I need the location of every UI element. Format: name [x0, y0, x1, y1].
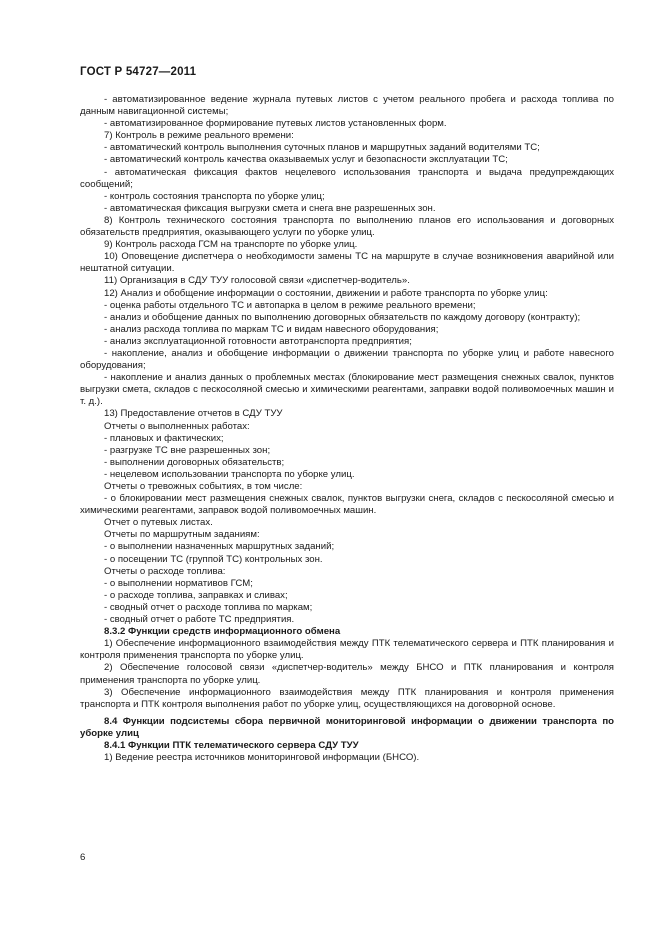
paragraph: - анализ эксплуатационной готовности автотранспорта предприятия; [104, 335, 412, 347]
document-body [80, 94, 614, 764]
paragraph: - нецелевом использовании транспорта по уборке улиц. [104, 468, 355, 480]
paragraph: - сводный отчет о расходе топлива по маркам; [104, 601, 313, 613]
paragraph: - автоматический контроль выполнения суточных планов и маршрутных заданий водителями ТС; [104, 142, 540, 154]
paragraph: - автоматический контроль качества оказываемых услуг и безопасности эксплуатации ТС; [104, 154, 508, 166]
paragraph: 8) Контроль технического состояния транспорта по выполнению планов его использования и договорных обязательств предприятия, оказывающего услуги по уборке улиц. [80, 214, 614, 239]
paragraph: - накопление и анализ данных о проблемных местах (блокирование мест размещения снежных свалок, пунктов выгрузки смета, складов с пескосоляной смесью и химическими реагентами, заправки водой поливомоечных машин и т. д.). [80, 372, 614, 408]
paragraph: - анализ и обобщение данных по выполнению договорных обязательств по каждому договору (контракту); [104, 311, 581, 323]
paragraph: - автоматическая фиксация выгрузки смета и снега вне разрешенных зон. [104, 202, 436, 214]
paragraph: 13) Предоставление отчетов в СДУ ТУУ [104, 408, 283, 420]
section-heading: 8.4.1 Функции ПТК телематического сервера СДУ ТУУ [104, 739, 359, 751]
paragraph: Отчеты о тревожных событиях, в том числе: [104, 481, 303, 492]
paragraph: - выполнении договорных обязательств; [104, 456, 285, 468]
paragraph: 11) Организация в СДУ ТУУ голосовой связи «диспетчер-водитель». [104, 275, 410, 287]
paragraph: 10) Оповещение диспетчера о необходимости замены ТС на маршруте в случае возникновения аварийной или нештатной ситуации. [80, 251, 614, 275]
paragraph: 1) Ведение реестра источников мониторинговой информации (БНСО). [104, 752, 420, 764]
paragraph: 12) Анализ и обобщение информации о состоянии, движении и работе транспорта по уборке улиц: [104, 287, 548, 299]
paragraph: - автоматизированное ведение журнала путевых листов с учетом реального пробега и расхода топлива по данным навигационной системы; [80, 94, 614, 118]
paragraph: - разгрузке ТС вне разрешенных зон; [104, 444, 271, 456]
paragraph: - плановых и фактических; [104, 432, 224, 444]
paragraph: 9) Контроль расхода ГСМ на транспорте по уборке улиц. [104, 239, 358, 251]
paragraph: Отчеты о расходе топлива: [104, 565, 226, 577]
paragraph: Отчеты о выполненных работах: [104, 420, 250, 432]
page-number: 6 [80, 852, 86, 863]
section-heading: 8.4 Функции подсистемы сбора первичной мониторинговой информации о движении транспорта по уборке улиц [80, 715, 614, 739]
paragraph: - автоматическая фиксация фактов нецелевого использования транспорта и выдача предупреждающих сообщений; [80, 166, 614, 190]
paragraph: - автоматизированное формирование путевых листов установленных форм. [104, 118, 447, 130]
paragraph: Отчеты по маршрутным заданиям: [104, 529, 260, 541]
section-heading: 8.3.2 Функции средств информационного обмена [104, 626, 341, 638]
paragraph: - о выполнении назначенных маршрутных заданий; [104, 541, 335, 553]
paragraph: 2) Обеспечение голосовой связи «диспетчер-водитель» между БНСО и ПТК планирования и контроля применения транспорта по уборке улиц. [80, 662, 614, 686]
paragraph: - накопление, анализ и обобщение информации о движении транспорта по уборке улиц и работе навесного оборудования; [80, 347, 614, 372]
document-header: ГОСТ Р 54727—2011 [80, 66, 197, 78]
paragraph: - о расходе топлива, заправках и сливах; [104, 589, 288, 601]
paragraph: 1) Обеспечение информационного взаимодействия между ПТК телематического сервера и ПТК планирования и контроля применения транспорта по уборке улиц. [80, 638, 614, 662]
paragraph: - контроль состояния транспорта по уборке улиц; [104, 190, 325, 202]
paragraph: - оценка работы отдельного ТС и автопарка в целом в режиме реального времени; [104, 299, 476, 311]
paragraph: - анализ расхода топлива по маркам ТС и видам навесного оборудования; [104, 323, 439, 335]
paragraph: - сводный отчет о работе ТС предприятия. [104, 614, 295, 626]
paragraph: - о выполнении нормативов ГСМ; [104, 577, 253, 589]
paragraph: - о блокировании мест размещения снежных свалок, пунктов выгрузки снега, складов с пескосоляной смесью и химическими реагентами, заправок водой поливомоечных машин. [80, 493, 614, 517]
paragraph: - о посещении ТС (группой ТС) контрольных зон. [104, 553, 323, 565]
paragraph: 3) Обеспечение информационного взаимодействия между ПТК планирования и контроля применения транспорта и ПТК контроля выполнения работ по уборке улиц, осуществляющихся на договорной основе. [80, 686, 614, 710]
paragraph: Отчет о путевых листах. [104, 517, 213, 529]
paragraph: 7) Контроль в режиме реального времени: [104, 130, 294, 142]
